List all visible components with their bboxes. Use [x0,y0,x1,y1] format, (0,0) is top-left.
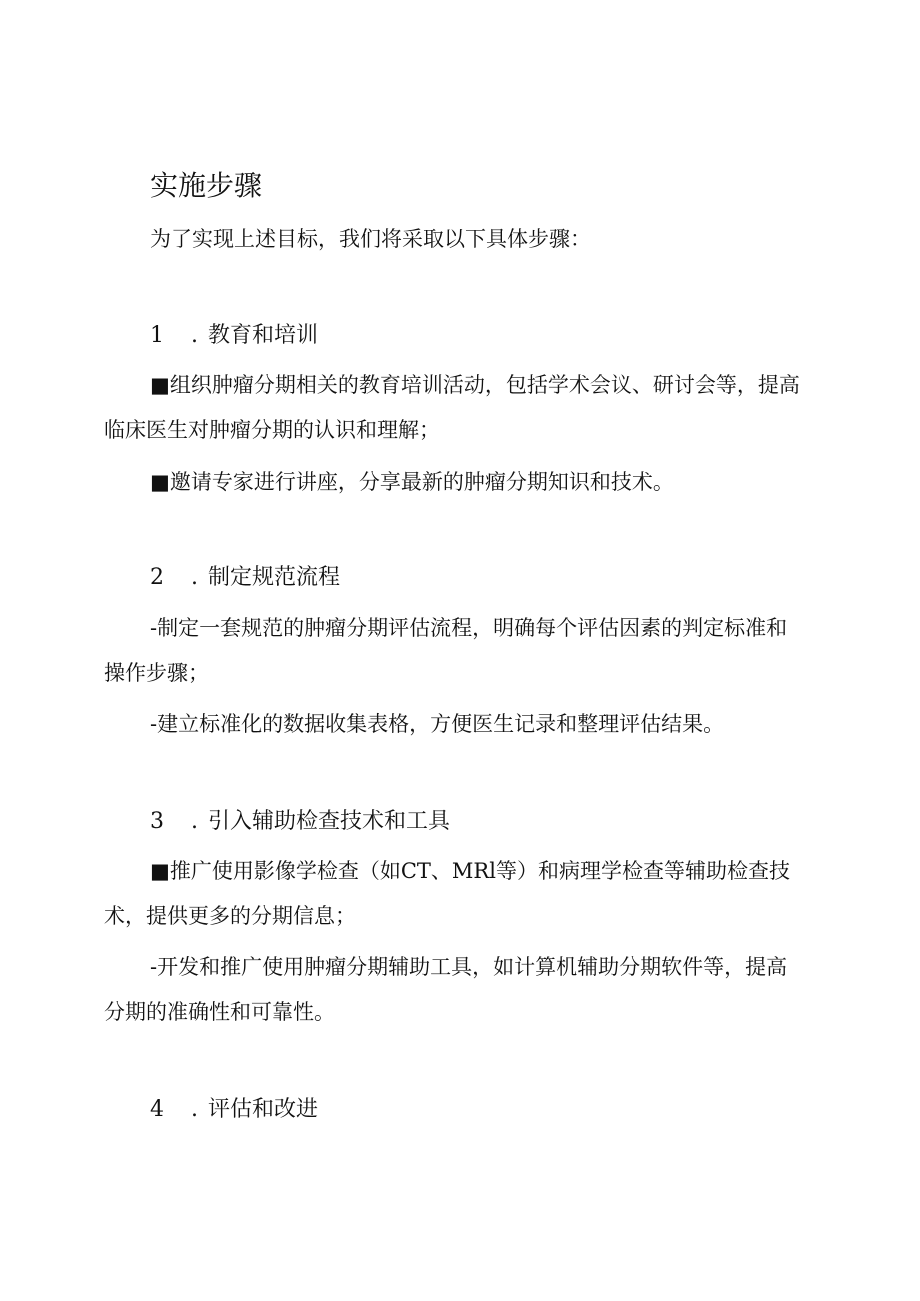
section-4-title: 评估和改进 [207,1097,318,1122]
section-1-number: 1 . [150,323,208,348]
section-4-number: 4 . [150,1097,208,1122]
section-1-title: 教育和培训 [207,323,318,348]
section-1-heading [150,320,318,352]
section-3-item-2: -开发和推广使用肿瘤分期辅助工具，如计算机辅助分期软件等，提高分期的准确性和可靠性。 [104,955,788,1024]
section-3-title: 引入辅助检查技术和工具 [207,809,450,834]
section-3-item-1: ■推广使用影像学检查（如CT、MRl等）和病理学检查等辅助检查技术，提供更多的分期信息； [104,859,790,928]
section-1-item-1: ■组织肿瘤分期相关的教育培训活动，包括学术会议、研讨会等，提高临床医生对肿瘤分期的认识和理解； [104,373,800,442]
section-3-number: 3 . [150,809,208,834]
section-2-item-2: -建立标准化的数据收集表格，方便医生记录和整理评估结果。 [150,712,725,736]
section-3-heading [150,806,450,838]
page-title: 实施步骤 [150,169,263,202]
section-2-title: 制定规范流程 [207,565,340,590]
intro-paragraph: 为了实现上述目标，我们将采取以下具体步骤： [150,227,591,251]
section-2-heading [150,562,340,594]
section-2-number: 2 . [150,565,208,590]
section-1-item-2: ■邀请专家进行讲座，分享最新的肿瘤分期知识和技术。 [150,470,674,494]
section-2-item-1: -制定一套规范的肿瘤分期评估流程，明确每个评估因素的判定标准和操作步骤； [104,616,788,685]
section-4-heading [150,1094,318,1126]
